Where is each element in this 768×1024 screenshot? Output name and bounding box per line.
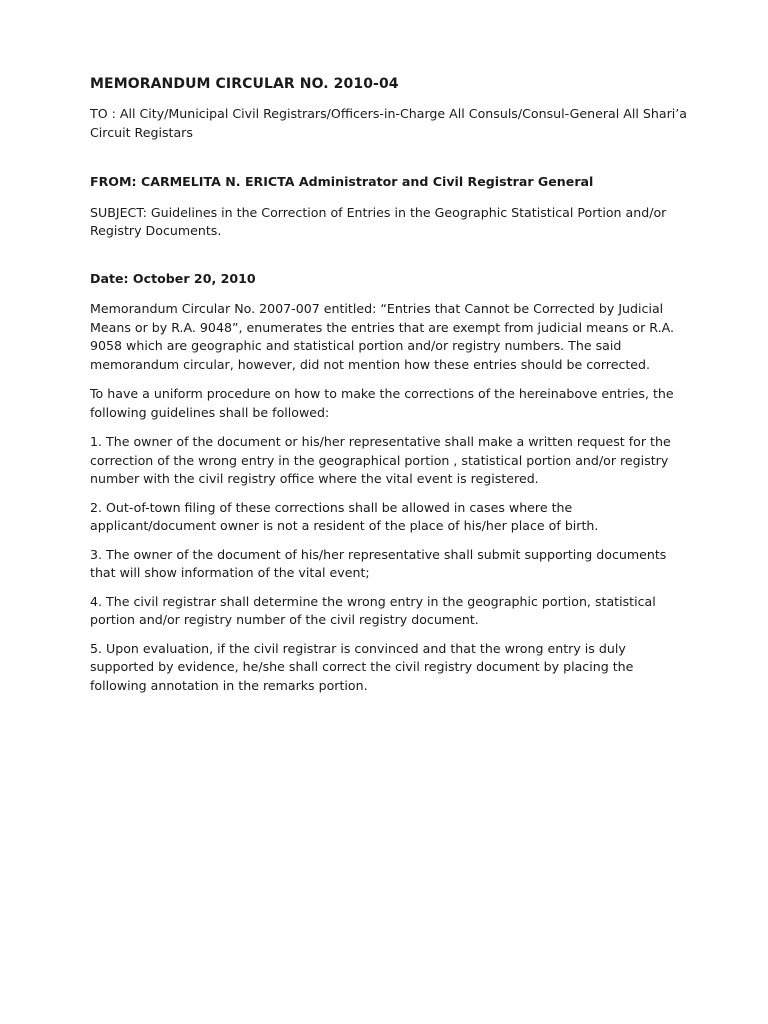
body-paragraph: To have a uniform procedure on how to make the corrections of the hereinabove entries, the following guidelines shall be followed: [90, 386, 674, 420]
guideline-item: 1. The owner of the document or his/her representative shall make a written request for the correction of the wrong entry in the geographical portion , statistical portion and/or registry number with the civil registry office where the vital event is registered. [90, 434, 671, 486]
guideline-item: 2. Out-of-town filing of these corrections shall be allowed in cases where the applicant/document owner is not a resident of the place of his/her place of birth. [90, 499, 599, 533]
guideline-item: 3. The owner of the document of his/her representative shall submit supporting documents that will show information of the vital event; [90, 546, 667, 580]
date-line: Date: October 20, 2010 [90, 270, 256, 286]
guideline-item: 4. The civil registrar shall determine the wrong entry in the geographic portion, statistical portion and/or registry number of the civil registry document. [90, 593, 656, 627]
subject-line: SUBJECT: Guidelines in the Correction of Entries in the Geographic Statistical Portion and/or Registry Documents. [90, 204, 667, 238]
document-body [90, 74, 690, 705]
addressee-line: TO : All City/Municipal Civil Registrars/Officers-in-Charge All Consuls/Consul-General All Shari’a Circuit Registars [90, 106, 687, 140]
guideline-item: 5. Upon evaluation, if the civil registrar is convinced and that the wrong entry is duly supported by evidence, he/she shall correct the civil registry document by placing the following annotation in the remarks portion. [90, 640, 634, 693]
sender-line: FROM: CARMELITA N. ERICTA Administrator and Civil Registrar General [90, 174, 594, 189]
body-paragraph: Memorandum Circular No. 2007-007 entitled: “Entries that Cannot be Corrected by Judicial Means or by R.A. 9048”, enumerates the entries that are exempt from judicial means or R.A. 9058 which are geographic and statistical portion and/or registry numbers. The said memorandum circular, however, did not mention how these entries should be corrected. [90, 301, 674, 372]
memorandum-title: MEMORANDUM CIRCULAR NO. 2010-04 [90, 76, 399, 92]
